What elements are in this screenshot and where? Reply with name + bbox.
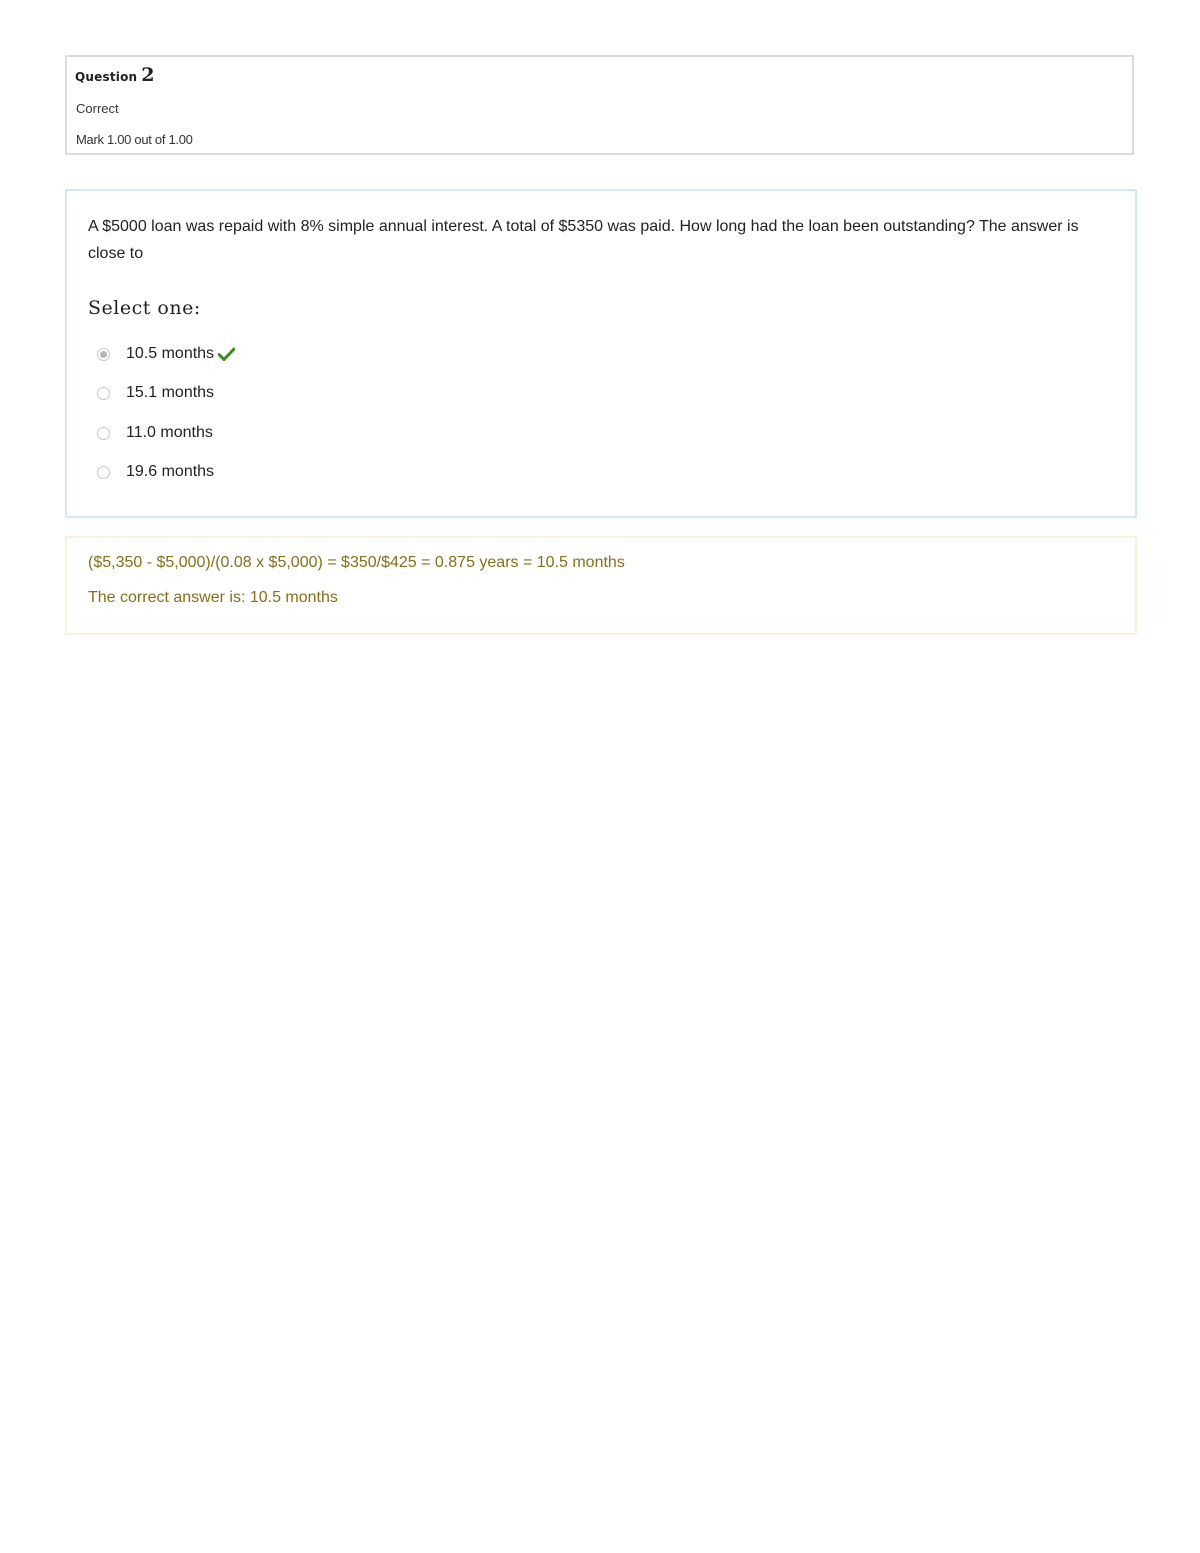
answer-option-label: 15.1 months [126, 384, 215, 401]
question-content-panel [65, 189, 1137, 518]
question-number: 2 [141, 64, 155, 86]
question-state: Correct [76, 101, 119, 116]
answer-option-3[interactable] [97, 421, 213, 445]
question-grade: Mark 1.00 out of 1.00 [76, 132, 193, 147]
answer-option-4[interactable] [97, 460, 214, 484]
answer-option-label: 19.6 months [126, 463, 215, 480]
correct-answer-text: The correct answer is: 10.5 months [88, 589, 338, 606]
question-info-panel [65, 55, 1134, 155]
general-feedback: ($5,350 - $5,000)/(0.08 x $5,000) = $350/$425 = 0.875 years = 10.5 months [88, 554, 625, 571]
feedback-panel [65, 536, 1137, 635]
checkmark-icon [218, 347, 235, 361]
answer-radio-1[interactable] [97, 348, 110, 361]
question-heading [75, 64, 155, 86]
answer-option-label: 11.0 months [126, 424, 213, 441]
answer-radio-2[interactable] [97, 387, 110, 400]
answer-radio-4[interactable] [97, 466, 110, 479]
answer-option-1[interactable] [97, 342, 235, 366]
answer-option-label: 10.5 months [126, 345, 215, 362]
answer-prompt: Select one: [88, 297, 201, 319]
answer-radio-3[interactable] [97, 427, 110, 440]
question-text: A $5000 loan was repaid with 8% simple annual interest. A total of $5350 was paid. How long had the loan been outstanding? The answer is close to [88, 218, 1079, 262]
question-heading-label: Question [75, 70, 138, 84]
answer-option-2[interactable] [97, 381, 214, 405]
